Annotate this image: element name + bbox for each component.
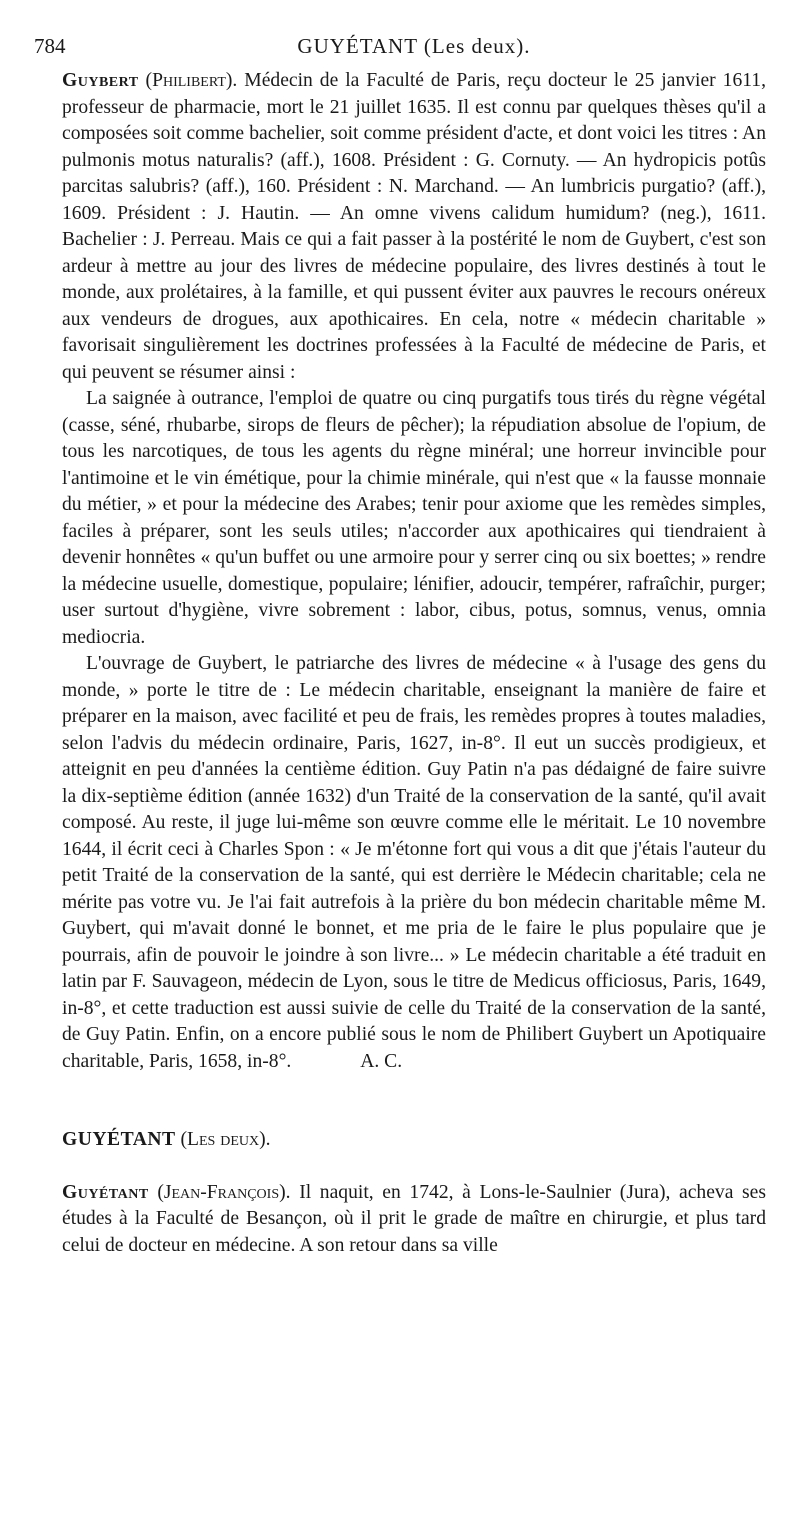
headword-guyetant: Guyétant: [62, 1181, 149, 1203]
author-signature: A. C.: [360, 1050, 403, 1072]
entry-guyetant: [62, 1180, 766, 1260]
headword-guybert: Guybert: [62, 70, 139, 91]
paragraph-text: La saignée à outrance, l'emploi de quatre ou cinq purgatifs tous tirés du règne végétal (casse, séné, rhubarbe, sirops de fleurs de pêcher); la répudiation absolue de l'opium, de tous les narcotiques, de tous les agents du règne minéral; une horreur invincible pour l'antimoine et le vin émétique, pour la chimie minérale, qui n'est que « la fausse monnaie du métier, » et pour la médecine des Arabes; tenir pour axiome que les remèdes simples, faciles à préparer, sont les seuls utiles; n'accorder aux apothicaires qui tiendraient à devenir honnêtes « qu'un buffet ou une armoire pour y serrer cinq ou six boettes; » rendre la médecine usuelle, domestique, populaire; lénifier, adoucir, tempérer, rafraîchir, purger; user surtout d'hygiène, vivre sobrement : labor, cibus, potus, somnus, venus, omnia mediocria.: [62, 388, 766, 648]
spacer: [62, 1154, 766, 1180]
entry-guybert: [62, 68, 766, 1075]
section-subtitle: (Les deux).: [180, 1129, 271, 1150]
paragraph-text: L'ouvrage de Guybert, le patriarche des livres de médecine « à l'usage des gens du monde, » porte le titre de : Le médecin charitable, enseignant la manière de faire et préparer en la maison, avec facilité et peu de frais, les remèdes propres à toutes maladies, selon l'advis du médecin ordinaire, Paris, 1627, in-8°. Il eut un succès prodigieux, et atteignit en peu d'années la centième édition. Guy Patin n'a pas dédaigné de faire suivre la dix-septième édition (année 1632) d'un Traité de la conservation de la santé, qu'il avait composé. Au reste, il juge lui-même son œuvre comme elle le méritait. Le 10 novembre 1644, il écrit ceci à Charles Spon : « Je m'étonne fort qui vous a dit que j'étais l'auteur du petit Traité de la conservation de la santé, qui est derrière le Médecin charitable; cela ne mérite pas votre vu. Je l'ai fait autrefois à la prière du bon médecin charitable même M. Guybert, qui m'avait donné le bonnet, et me pria de le faire le plus populaire que je pourrais, afin de pouvoir le joindre à son livre... » Le médecin charitable a été traduit en latin par F. Sauvageon, médecin de Lyon, sous le titre de Medicus officiosus, Paris, 1649, in-8°, et cette traduction est aussi suivie de celle du Traité de la conservation de la santé, de Guy Patin. Enfin, on a encore publié sous le nom de Philibert Guybert un Apotiquaire charitable, Paris, 1658, in-8°.: [62, 653, 766, 1072]
spacer: [62, 1075, 766, 1101]
running-header: [34, 28, 766, 68]
work-paragraph: [62, 651, 766, 1075]
running-title: GUYÉTANT (Les deux).: [297, 34, 531, 58]
forename-guybert: (Philibert).: [145, 70, 238, 91]
paragraph-text: Médecin de la Faculté de Paris, reçu docteur le 25 janvier 1611, professeur de pharmacie, mort le 21 juillet 1635. Il est connu par quelques thèses qu'il a composées soit comme bachelier, soit comme président d'acte, et dont voici les titres : An pulmonis motus naturalis? (aff.), 1608. Président : G. Cornuty. — An hydropicis potûs parcitas salubris? (aff.), 160. Président : N. Marchand. — An lumbricis purgatio? (aff.), 1609. Président : J. Hautin. — An omne vivens calidum humidum? (neg.), 1611. Bachelier : J. Perreau. Mais ce qui a fait passer à la postérité le nom de Guybert, c'est son ardeur à mettre au jour des livres de médecine populaire, des livres destinés à tout le monde, aux prolétaires, à la famille, et qui pussent éviter aux pauvres le recours onéreux aux vendeurs de drogues, aux apothicaires. En cela, notre « médecin charitable » favorisait singulièrement les doctrines professées à la Faculté de médecine de Paris, et qui peuvent se résumer ainsi :: [62, 70, 767, 383]
page-number: 784: [34, 34, 66, 58]
doctrine-paragraph: [62, 386, 766, 651]
section-title: GUYÉTANT: [62, 1129, 176, 1150]
section-heading: [62, 1127, 766, 1154]
paragraph-text: Il naquit, en 1742, à Lons-le-Saulnier (Jura), acheva ses études à la Faculté de Besançon, où il prit le grade de maître en chirurgie, et plus tard celui de docteur en médecine. A son retour dans sa ville: [62, 1181, 766, 1256]
entry-paragraph: [62, 68, 766, 386]
forename-guyetant: (Jean-François).: [157, 1181, 291, 1203]
